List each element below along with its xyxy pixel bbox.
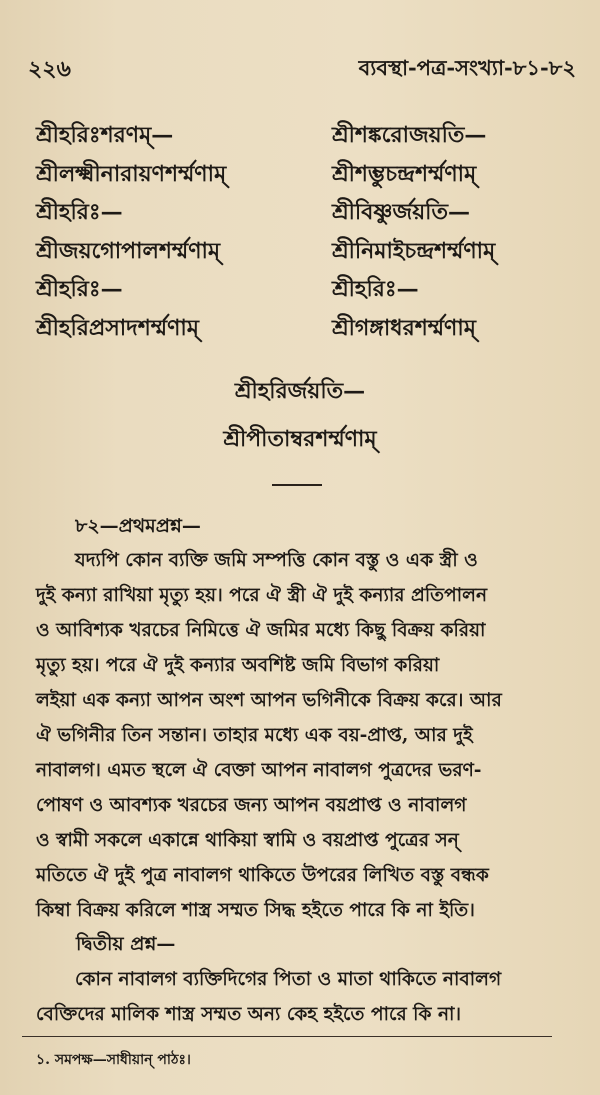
question-heading: ৮২—প্রথমপ্রশ্ন— xyxy=(75,515,201,537)
center-signature-line2: শ্রীপীতাম্বরশর্ম্মণাম্ xyxy=(223,426,377,452)
signature-right: শ্রীশম্ভুচন্দ্রশর্ম্মণাম্ xyxy=(332,160,477,187)
paragraph-line: ঐ ভগিনীর তিন সন্তান। তাহার মধ্যে এক বয়-প্রাপ্ত, আর দুই xyxy=(36,725,473,746)
section-divider xyxy=(272,484,322,486)
signature-row xyxy=(36,195,576,234)
paragraph-line: কোন নাবালগ ব্যক্তিদিগের পিতা ও মাতা থাকিতে নাবালগ xyxy=(75,969,502,990)
signature-left: শ্রীহরিঃ— xyxy=(36,276,123,302)
signature-right: শ্রীশঙ্করোজয়তি— xyxy=(332,122,487,148)
paragraph-line: দুই কন্যা রাখিয়া মৃত্যু হয়। পরে ঐ স্ত্রী ঐ দুই কন্যার প্রতিপালন xyxy=(36,585,488,606)
footnote: ১. সমপক্ষ—সাধীয়ান্ পাঠঃ। xyxy=(36,1052,191,1068)
paragraph-line: কিম্বা বিক্রয় করিলে শাস্ত্র সম্মত সিদ্ধ হইতে পারে কি না ইতি। xyxy=(36,900,475,921)
signature-block xyxy=(36,118,576,349)
paragraph-line: মতিতে ঐ দুই পুত্র নাবালগ থাকিতে উপরের লিখিত বস্তু বন্ধক xyxy=(36,865,489,886)
signature-row xyxy=(36,234,576,273)
signature-right: শ্রীহরিঃ— xyxy=(332,276,419,302)
signature-row xyxy=(36,118,576,157)
paragraph-line: লইয়া এক কন্যা আপন অংশ আপন ভগিনীকে বিক্রয় করে। আর xyxy=(36,690,502,711)
center-signature-line1: শ্রীহরির্জয়তি— xyxy=(234,378,366,404)
paragraph-line: নাবালগ। এমত স্থলে ঐ বেক্তা আপন নাবালগ পুত্রদের ভরণ- xyxy=(36,760,482,781)
paragraph-line: ও আবিশ্যক খরচের নিমিত্তে ঐ জমির মধ্যে কিছু বিক্রয় করিয়া xyxy=(36,620,486,641)
signature-row xyxy=(36,157,576,196)
page-header xyxy=(28,52,576,82)
signature-left: শ্রীজয়গোপালশর্ম্মণাম্ xyxy=(36,237,221,264)
running-head: ব্যবস্থা-পত্র-সংখ্যা-৮১-৮২ xyxy=(358,55,576,80)
signature-right: শ্রীগঙ্গাধরশর্ম্মণাম্ xyxy=(332,314,476,341)
signature-left: শ্রীহরিঃশরণম্— xyxy=(36,122,174,148)
signature-left: শ্রীহরিপ্রসাদশর্ম্মণাম্ xyxy=(36,314,199,341)
signature-row xyxy=(36,311,576,350)
paragraph-line: মৃত্যু হয়। পরে ঐ দুই কন্যার অবশিষ্ট জমি বিভাগ করিয়া xyxy=(36,655,440,676)
signature-left: শ্রীহরিঃ— xyxy=(36,199,123,225)
signature-right: শ্রীবিষ্ণুর্জয়তি— xyxy=(332,199,470,225)
paragraph-line: পোষণ ও আবশ্যক খরচের জন্য আপন বয়প্রাপ্ত ও নাবালগ xyxy=(36,795,467,816)
signature-left: শ্রীলক্ষ্মীনারায়ণশর্ম্মণাম্ xyxy=(36,160,227,187)
footnote-rule xyxy=(22,1036,552,1037)
paragraph-line: ও স্বামী সকলে একান্নে থাকিয়া স্বামি ও বয়প্রাপ্ত পুত্রের সন্ xyxy=(36,830,459,851)
signature-row xyxy=(36,272,576,311)
page-number: ২২৬ xyxy=(28,56,71,82)
paragraph-line: যদ্যপি কোন ব্যক্তি জমি সম্পত্তি কোন বস্তু ও এক স্ত্রী ও xyxy=(75,550,478,571)
signature-right: শ্রীনিমাইচন্দ্রশর্ম্মণাম্ xyxy=(332,237,496,264)
paragraph-line: বেক্তিদের মালিক শাস্ত্র সম্মত অন্য কেহ হইতে পারে কি না। xyxy=(36,1004,462,1025)
second-question-heading: দ্বিতীয় প্রশ্ন— xyxy=(76,933,176,955)
